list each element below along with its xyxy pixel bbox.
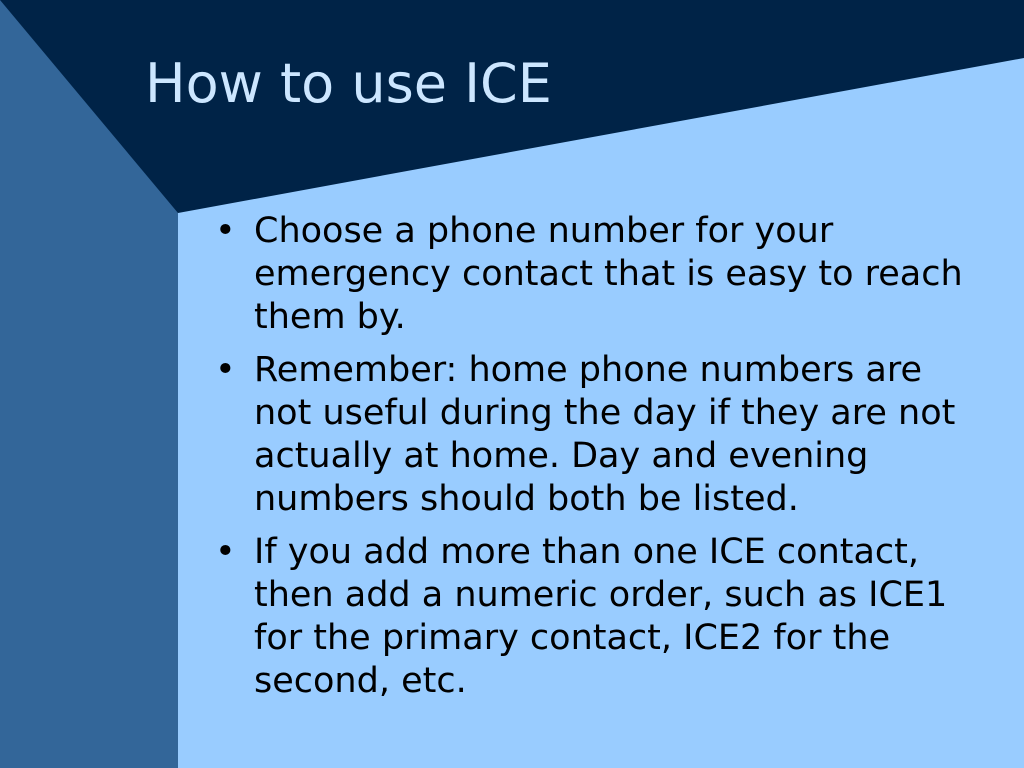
bullet-text: Remember: home phone numbers are not useful during the day if they are not actually at home. Day and evening numbers should both be listed. xyxy=(254,350,956,519)
bullet-dot-icon: • xyxy=(215,532,236,572)
bullet-dot-icon: • xyxy=(215,211,236,251)
slide-title: How to use ICE xyxy=(145,52,552,115)
bullet-item-2 xyxy=(215,349,975,521)
bullet-text: Choose a phone number for your emergency contact that is easy to reach them by. xyxy=(254,211,963,337)
bullet-item-1 xyxy=(215,210,975,339)
bullet-dot-icon: • xyxy=(215,350,236,390)
bullet-list xyxy=(215,210,975,713)
bullet-item-3 xyxy=(215,531,975,703)
bullet-text: If you add more than one ICE contact, then add a numeric order, such as ICE1 for the primary contact, ICE2 for the second, etc. xyxy=(254,532,948,701)
